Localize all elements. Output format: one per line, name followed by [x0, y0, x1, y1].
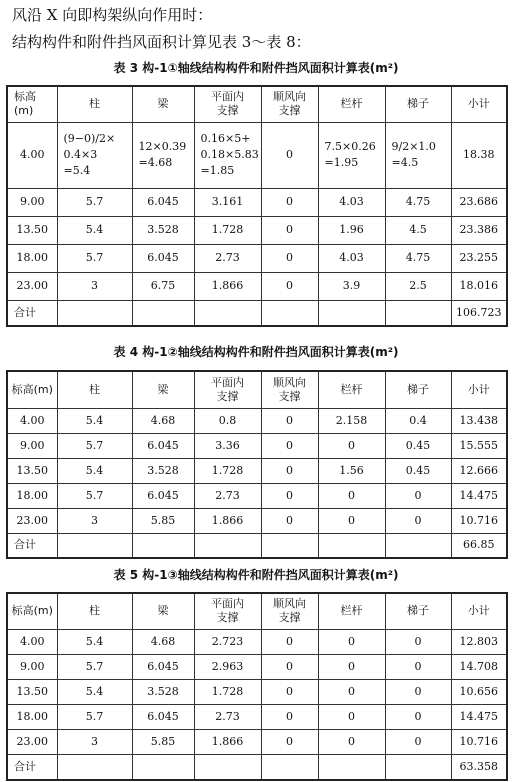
cell-in-plane-brace: 1.866 — [194, 272, 261, 300]
total-empty-cell — [261, 300, 318, 326]
header-elevation: 标高(m) — [7, 593, 57, 629]
table-row — [7, 654, 507, 679]
cell-column: 5.4 — [57, 216, 132, 244]
cell-beam: 3.528 — [132, 679, 194, 704]
table-header-row — [7, 86, 507, 122]
total-empty-cell — [318, 300, 385, 326]
cell-elevation: 23.00 — [7, 508, 57, 533]
cell-beam: 4.68 — [132, 408, 194, 433]
cell-ladder: 0 — [385, 483, 451, 508]
cell-subtotal: 12.666 — [451, 458, 507, 483]
cell-beam: 6.045 — [132, 654, 194, 679]
header-elevation: 标高 (m) — [7, 86, 57, 122]
header-downwind-brace: 顺风向 支撑 — [261, 593, 318, 629]
total-empty-cell — [318, 533, 385, 558]
cell-column: 5.7 — [57, 433, 132, 458]
cell-railing: 1.96 — [318, 216, 385, 244]
cell-ladder: 0 — [385, 704, 451, 729]
cell-beam: 3.528 — [132, 458, 194, 483]
cell-downwind-brace: 0 — [261, 629, 318, 654]
cell-elevation: 13.50 — [7, 458, 57, 483]
cell-column: 5.7 — [57, 654, 132, 679]
cell-railing: 0 — [318, 629, 385, 654]
cell-railing: 0 — [318, 729, 385, 754]
cell-subtotal: 13.438 — [451, 408, 507, 433]
cell-railing: 0 — [318, 433, 385, 458]
table-header-row — [7, 593, 507, 629]
cell-elevation: 23.00 — [7, 272, 57, 300]
header-subtotal: 小计 — [451, 86, 507, 122]
cell-column: 5.7 — [57, 188, 132, 216]
cell-elevation: 13.50 — [7, 216, 57, 244]
cell-column: 3 — [57, 272, 132, 300]
cell-beam: 6.045 — [132, 704, 194, 729]
intro-line-2: 结构构件和附件挡风面积计算见表 3～表 8： — [12, 33, 311, 51]
cell-in-plane-brace: 3.161 — [194, 188, 261, 216]
cell-railing: 7.5×0.26 =1.95 — [318, 122, 385, 188]
total-value: 63.358 — [451, 754, 507, 780]
cell-downwind-brace: 0 — [261, 458, 318, 483]
wind-area-table — [6, 85, 508, 327]
cell-elevation: 4.00 — [7, 122, 57, 188]
cell-elevation: 9.00 — [7, 188, 57, 216]
total-empty-cell — [194, 754, 261, 780]
header-railing: 栏杆 — [318, 593, 385, 629]
cell-beam: 3.528 — [132, 216, 194, 244]
cell-column: 5.4 — [57, 679, 132, 704]
cell-elevation: 18.00 — [7, 244, 57, 272]
cell-downwind-brace: 0 — [261, 122, 318, 188]
cell-railing: 4.03 — [318, 244, 385, 272]
total-empty-cell — [132, 300, 194, 326]
cell-subtotal: 18.38 — [451, 122, 507, 188]
cell-subtotal: 23.686 — [451, 188, 507, 216]
cell-subtotal: 10.656 — [451, 679, 507, 704]
table-caption: 表 4 构-1②轴线结构构件和附件挡风面积计算表(m²) — [113, 345, 399, 359]
header-column: 柱 — [57, 86, 132, 122]
total-empty-cell — [57, 754, 132, 780]
cell-subtotal: 10.716 — [451, 508, 507, 533]
total-value: 66.85 — [451, 533, 507, 558]
cell-downwind-brace: 0 — [261, 216, 318, 244]
cell-railing: 2.158 — [318, 408, 385, 433]
total-label: 合计 — [7, 754, 57, 780]
cell-in-plane-brace: 2.963 — [194, 654, 261, 679]
cell-ladder: 4.75 — [385, 188, 451, 216]
total-value: 106.723 — [451, 300, 507, 326]
total-empty-cell — [385, 300, 451, 326]
cell-ladder: 4.5 — [385, 216, 451, 244]
cell-in-plane-brace: 0.8 — [194, 408, 261, 433]
table-row — [7, 122, 507, 188]
cell-in-plane-brace: 2.73 — [194, 244, 261, 272]
wind-area-table — [6, 592, 508, 781]
total-empty-cell — [194, 300, 261, 326]
cell-column: 5.4 — [57, 458, 132, 483]
cell-in-plane-brace: 1.728 — [194, 458, 261, 483]
cell-beam: 12×0.39 =4.68 — [132, 122, 194, 188]
cell-beam: 5.85 — [132, 729, 194, 754]
total-row — [7, 533, 507, 558]
cell-in-plane-brace: 2.73 — [194, 483, 261, 508]
table-caption: 表 5 构-1③轴线结构构件和附件挡风面积计算表(m²) — [113, 568, 399, 582]
header-beam: 梁 — [132, 593, 194, 629]
cell-column: (9−0)/2× 0.4×3 =5.4 — [57, 122, 132, 188]
table-row — [7, 216, 507, 244]
cell-downwind-brace: 0 — [261, 244, 318, 272]
table-row — [7, 483, 507, 508]
total-empty-cell — [132, 754, 194, 780]
table-row — [7, 244, 507, 272]
total-label: 合计 — [7, 300, 57, 326]
total-empty-cell — [132, 533, 194, 558]
cell-ladder: 0 — [385, 729, 451, 754]
table-row — [7, 433, 507, 458]
table-caption: 表 3 构-1①轴线结构构件和附件挡风面积计算表(m²) — [113, 61, 399, 75]
table-row — [7, 629, 507, 654]
total-empty-cell — [57, 300, 132, 326]
cell-elevation: 18.00 — [7, 704, 57, 729]
cell-railing: 0 — [318, 508, 385, 533]
total-empty-cell — [194, 533, 261, 558]
total-row — [7, 300, 507, 326]
cell-ladder: 4.75 — [385, 244, 451, 272]
cell-subtotal: 10.716 — [451, 729, 507, 754]
table-row — [7, 704, 507, 729]
header-downwind-brace: 顺风向 支撑 — [261, 86, 318, 122]
cell-elevation: 18.00 — [7, 483, 57, 508]
cell-downwind-brace: 0 — [261, 408, 318, 433]
cell-railing: 1.56 — [318, 458, 385, 483]
cell-beam: 6.045 — [132, 483, 194, 508]
cell-ladder: 0.4 — [385, 408, 451, 433]
cell-subtotal: 12.803 — [451, 629, 507, 654]
cell-beam: 6.75 — [132, 272, 194, 300]
header-ladder: 梯子 — [385, 371, 451, 408]
cell-beam: 5.85 — [132, 508, 194, 533]
cell-ladder: 2.5 — [385, 272, 451, 300]
cell-subtotal: 15.555 — [451, 433, 507, 458]
cell-column: 5.4 — [57, 408, 132, 433]
cell-ladder: 0.45 — [385, 433, 451, 458]
cell-in-plane-brace: 1.866 — [194, 729, 261, 754]
cell-elevation: 23.00 — [7, 729, 57, 754]
header-beam: 梁 — [132, 371, 194, 408]
cell-subtotal: 23.255 — [451, 244, 507, 272]
total-empty-cell — [57, 533, 132, 558]
cell-ladder: 9/2×1.0 =4.5 — [385, 122, 451, 188]
table-row — [7, 272, 507, 300]
cell-in-plane-brace: 0.16×5+ 0.18×5.83 =1.85 — [194, 122, 261, 188]
total-empty-cell — [385, 754, 451, 780]
cell-subtotal: 14.475 — [451, 704, 507, 729]
header-downwind-brace: 顺风向 支撑 — [261, 371, 318, 408]
cell-ladder: 0.45 — [385, 458, 451, 483]
header-subtotal: 小计 — [451, 593, 507, 629]
cell-railing: 0 — [318, 654, 385, 679]
cell-subtotal: 18.016 — [451, 272, 507, 300]
cell-subtotal: 14.475 — [451, 483, 507, 508]
table-header-row — [7, 371, 507, 408]
cell-beam: 4.68 — [132, 629, 194, 654]
cell-beam: 6.045 — [132, 433, 194, 458]
table-row — [7, 188, 507, 216]
total-label: 合计 — [7, 533, 57, 558]
total-empty-cell — [318, 754, 385, 780]
wind-area-table — [6, 370, 508, 559]
cell-column: 5.7 — [57, 244, 132, 272]
header-column: 柱 — [57, 371, 132, 408]
cell-subtotal: 14.708 — [451, 654, 507, 679]
table-row — [7, 508, 507, 533]
header-in-plane-brace: 平面内 支撑 — [194, 371, 261, 408]
cell-railing: 0 — [318, 704, 385, 729]
cell-downwind-brace: 0 — [261, 704, 318, 729]
cell-column: 3 — [57, 729, 132, 754]
cell-downwind-brace: 0 — [261, 508, 318, 533]
total-empty-cell — [385, 533, 451, 558]
cell-downwind-brace: 0 — [261, 483, 318, 508]
header-ladder: 梯子 — [385, 86, 451, 122]
cell-downwind-brace: 0 — [261, 654, 318, 679]
cell-railing: 3.9 — [318, 272, 385, 300]
cell-in-plane-brace: 3.36 — [194, 433, 261, 458]
cell-ladder: 0 — [385, 629, 451, 654]
cell-in-plane-brace: 1.866 — [194, 508, 261, 533]
cell-downwind-brace: 0 — [261, 188, 318, 216]
cell-subtotal: 23.386 — [451, 216, 507, 244]
table-row — [7, 729, 507, 754]
cell-in-plane-brace: 2.723 — [194, 629, 261, 654]
cell-elevation: 9.00 — [7, 654, 57, 679]
cell-column: 5.7 — [57, 704, 132, 729]
cell-column: 5.4 — [57, 629, 132, 654]
cell-beam: 6.045 — [132, 188, 194, 216]
cell-beam: 6.045 — [132, 244, 194, 272]
total-empty-cell — [261, 754, 318, 780]
cell-elevation: 4.00 — [7, 408, 57, 433]
cell-railing: 4.03 — [318, 188, 385, 216]
cell-column: 3 — [57, 508, 132, 533]
table-row — [7, 458, 507, 483]
cell-downwind-brace: 0 — [261, 729, 318, 754]
cell-ladder: 0 — [385, 508, 451, 533]
total-row — [7, 754, 507, 780]
header-ladder: 梯子 — [385, 593, 451, 629]
cell-in-plane-brace: 2.73 — [194, 704, 261, 729]
cell-downwind-brace: 0 — [261, 272, 318, 300]
header-elevation: 标高(m) — [7, 371, 57, 408]
cell-ladder: 0 — [385, 654, 451, 679]
header-subtotal: 小计 — [451, 371, 507, 408]
header-in-plane-brace: 平面内 支撑 — [194, 593, 261, 629]
cell-downwind-brace: 0 — [261, 433, 318, 458]
table-row — [7, 679, 507, 704]
intro-line-1: 风沿 X 向即构架纵向作用时： — [12, 6, 213, 24]
header-column: 柱 — [57, 593, 132, 629]
header-railing: 栏杆 — [318, 86, 385, 122]
header-in-plane-brace: 平面内 支撑 — [194, 86, 261, 122]
table-row — [7, 408, 507, 433]
cell-elevation: 4.00 — [7, 629, 57, 654]
cell-railing: 0 — [318, 483, 385, 508]
cell-downwind-brace: 0 — [261, 679, 318, 704]
cell-railing: 0 — [318, 679, 385, 704]
cell-elevation: 13.50 — [7, 679, 57, 704]
cell-column: 5.7 — [57, 483, 132, 508]
header-railing: 栏杆 — [318, 371, 385, 408]
cell-ladder: 0 — [385, 679, 451, 704]
cell-elevation: 9.00 — [7, 433, 57, 458]
cell-in-plane-brace: 1.728 — [194, 679, 261, 704]
cell-in-plane-brace: 1.728 — [194, 216, 261, 244]
total-empty-cell — [261, 533, 318, 558]
header-beam: 梁 — [132, 86, 194, 122]
